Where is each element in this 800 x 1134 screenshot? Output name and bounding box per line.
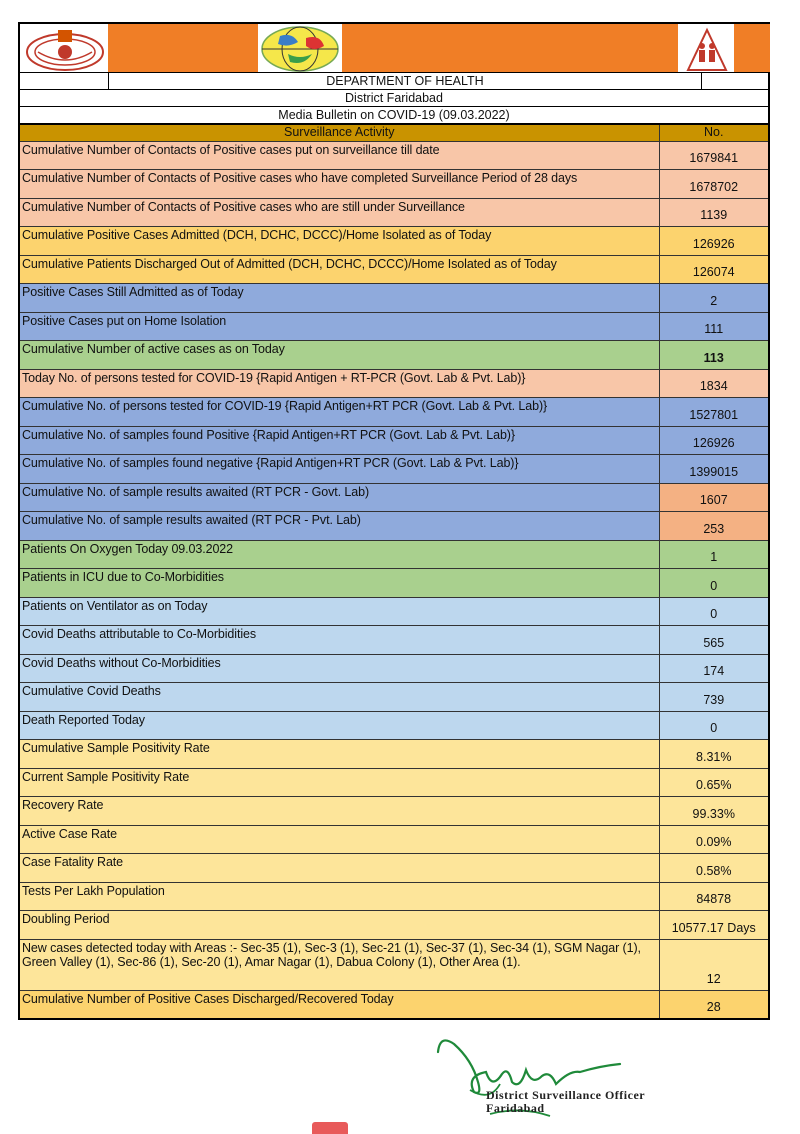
row-value: 0 — [659, 569, 769, 598]
row-label: Covid Deaths attributable to Co-Morbidities — [19, 626, 659, 655]
row-label: Patients on Ventilator as on Today — [19, 597, 659, 626]
row-value: 84878 — [659, 882, 769, 911]
row-value: 253 — [659, 512, 769, 541]
row-value: 1399015 — [659, 455, 769, 484]
row-value: 739 — [659, 683, 769, 712]
department-title: DEPARTMENT OF HEALTH — [108, 73, 702, 89]
table-row — [19, 198, 769, 227]
row-value: 99.33% — [659, 797, 769, 826]
family-welfare-logo — [682, 26, 732, 72]
row-label: Cumulative Number of active cases as on Today — [19, 341, 659, 370]
header-logo-band — [18, 22, 770, 74]
row-value: 1834 — [659, 369, 769, 398]
row-value: 1 — [659, 540, 769, 569]
table-row — [19, 369, 769, 398]
row-label: Case Fatality Rate — [19, 854, 659, 883]
table-body — [19, 141, 769, 1019]
row-value: 0 — [659, 597, 769, 626]
row-label: New cases detected today with Areas :- Sec-35 (1), Sec-3 (1), Sec-21 (1), Sec-37 (1), Sec-34 (1), SGM Nagar (1), Green Valley (1), Sec-86 (1), Sec-20 (1), Amar Nagar (1), Dabua Colony (1), Other Area (1). — [19, 939, 659, 990]
header-orange-strip — [108, 24, 258, 74]
row-value: 174 — [659, 654, 769, 683]
row-value: 113 — [659, 341, 769, 370]
table-row — [19, 312, 769, 341]
table-row — [19, 825, 769, 854]
table-row — [19, 284, 769, 313]
row-value: 126926 — [659, 426, 769, 455]
row-label: Cumulative Positive Cases Admitted (DCH, DCHC, DCCC)/Home Isolated as of Today — [19, 227, 659, 256]
row-label: Recovery Rate — [19, 797, 659, 826]
row-value: 1607 — [659, 483, 769, 512]
row-value: 0.65% — [659, 768, 769, 797]
district-title-row — [18, 89, 770, 106]
officer-place: Faridabad — [486, 1101, 545, 1115]
row-value: 1679841 — [659, 141, 769, 170]
row-label: Tests Per Lakh Population — [19, 882, 659, 911]
header-orange-strip — [342, 24, 678, 74]
row-value: 0 — [659, 711, 769, 740]
row-value: 2 — [659, 284, 769, 313]
row-label: Cumulative No. of samples found Positive {Rapid Antigen+RT PCR (Govt. Lab & Pvt. Lab)} — [19, 426, 659, 455]
row-label: Cumulative Number of Contacts of Positive cases who are still under Surveillance — [19, 198, 659, 227]
table-row — [19, 141, 769, 170]
row-label: Cumulative No. of sample results awaited (RT PCR - Govt. Lab) — [19, 483, 659, 512]
row-value: 0.09% — [659, 825, 769, 854]
table-row — [19, 990, 769, 1019]
row-label: Today No. of persons tested for COVID-19 {Rapid Antigen + RT-PCR (Govt. Lab & Pvt. Lab)} — [19, 369, 659, 398]
row-label: Cumulative Number of Positive Cases Discharged/Recovered Today — [19, 990, 659, 1019]
row-value: 8.31% — [659, 740, 769, 769]
table-row — [19, 398, 769, 427]
row-value: 1678702 — [659, 170, 769, 199]
row-label: Death Reported Today — [19, 711, 659, 740]
table-row — [19, 654, 769, 683]
row-value: 0.58% — [659, 854, 769, 883]
table-row — [19, 711, 769, 740]
row-label: Current Sample Positivity Rate — [19, 768, 659, 797]
table-row — [19, 341, 769, 370]
row-label: Active Case Rate — [19, 825, 659, 854]
row-label: Doubling Period — [19, 911, 659, 940]
table-row — [19, 426, 769, 455]
table-row — [19, 540, 769, 569]
header-orange-strip — [734, 24, 770, 74]
row-value: 565 — [659, 626, 769, 655]
table-header-row — [19, 124, 769, 141]
table-row — [19, 455, 769, 484]
column-header-number: No. — [659, 124, 769, 141]
globe-logo — [258, 24, 342, 74]
table-row — [19, 939, 769, 990]
row-value: 10577.17 Days — [659, 911, 769, 940]
column-header-activity: Surveillance Activity — [19, 124, 659, 141]
district-title: District Faridabad — [345, 91, 443, 105]
bulletin-title: Media Bulletin on COVID-19 (09.03.2022) — [278, 108, 510, 122]
table-row — [19, 740, 769, 769]
row-label: Cumulative Sample Positivity Rate — [19, 740, 659, 769]
row-label: Cumulative No. of sample results awaited (RT PCR - Pvt. Lab) — [19, 512, 659, 541]
table-row — [19, 227, 769, 256]
table-row — [19, 911, 769, 940]
row-value: 126074 — [659, 255, 769, 284]
row-value: 1527801 — [659, 398, 769, 427]
table-row — [19, 626, 769, 655]
row-label: Cumulative Patients Discharged Out of Admitted (DCH, DCHC, DCCC)/Home Isolated as of Today — [19, 255, 659, 284]
table-row — [19, 569, 769, 598]
table-row — [19, 854, 769, 883]
row-label: Covid Deaths without Co-Morbidities — [19, 654, 659, 683]
row-label: Patients in ICU due to Co-Morbidities — [19, 569, 659, 598]
table-row — [19, 255, 769, 284]
department-title-row — [18, 72, 770, 89]
officer-designation: District Surveillance Officer — [486, 1088, 646, 1102]
row-label: Positive Cases put on Home Isolation — [19, 312, 659, 341]
row-label: Positive Cases Still Admitted as of Today — [19, 284, 659, 313]
table-row — [19, 512, 769, 541]
row-label: Cumulative No. of samples found negative {Rapid Antigen+RT PCR (Govt. Lab & Pvt. Lab)} — [19, 455, 659, 484]
row-label: Patients On Oxygen Today 09.03.2022 — [19, 540, 659, 569]
row-value: 111 — [659, 312, 769, 341]
surveillance-table — [18, 123, 770, 1020]
table-row — [19, 797, 769, 826]
row-label: Cumulative Covid Deaths — [19, 683, 659, 712]
row-value: 12 — [659, 939, 769, 990]
bulletin-title-row — [18, 106, 770, 123]
row-label: Cumulative Number of Contacts of Positive cases put on surveillance till date — [19, 141, 659, 170]
table-row — [19, 882, 769, 911]
table-row — [19, 170, 769, 199]
row-value: 1139 — [659, 198, 769, 227]
row-label: Cumulative Number of Contacts of Positive cases who have completed Surveillance Period of 28 days — [19, 170, 659, 199]
table-row — [19, 483, 769, 512]
row-value: 28 — [659, 990, 769, 1019]
row-label: Cumulative No. of persons tested for COVID-19 {Rapid Antigen+RT PCR (Govt. Lab & Pvt. Lab)} — [19, 398, 659, 427]
bottom-watermark-mark — [312, 1122, 348, 1134]
officer-signature — [430, 1030, 730, 1130]
haryana-emblem-logo — [24, 26, 106, 72]
table-row — [19, 597, 769, 626]
table-row — [19, 768, 769, 797]
table-row — [19, 683, 769, 712]
row-value: 126926 — [659, 227, 769, 256]
